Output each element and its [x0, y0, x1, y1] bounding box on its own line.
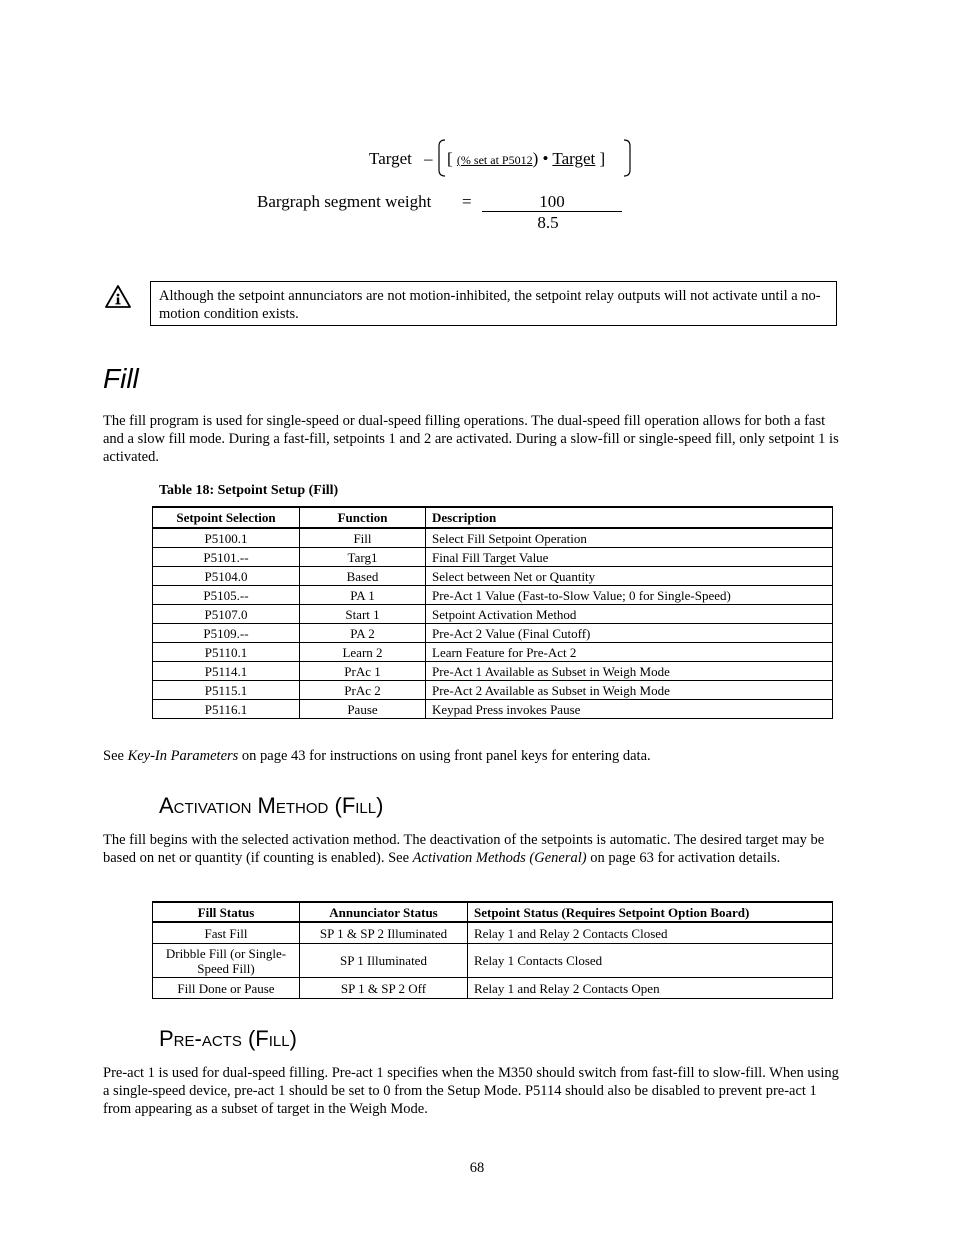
formula-inner	[447, 149, 605, 169]
see-prefix: See	[103, 748, 128, 764]
activation-methods-link[interactable]: Activation Methods (General)	[412, 850, 587, 866]
close-paren: )	[532, 149, 539, 168]
table-cell: SP 1 & SP 2 Off	[300, 978, 468, 999]
fill-status-table	[152, 901, 833, 999]
see-suffix: on page 43 for instructions on using front panel keys for entering data.	[238, 748, 651, 764]
note-box: Although the setpoint annunciators are not motion-inhibited, the setpoint relay outputs will not activate until a no-motion condition exists.	[150, 281, 837, 326]
table-cell: Dribble Fill (or Single-Speed Fill)	[153, 944, 300, 978]
table-caption: Table 18: Setpoint Setup (Fill)	[159, 483, 339, 498]
table-cell: Keypad Press invokes Pause	[426, 700, 833, 719]
table-cell: P5101.--	[153, 548, 300, 567]
table-row	[153, 922, 833, 944]
table-cell: PrAc 1	[300, 662, 426, 681]
table-row	[153, 624, 833, 643]
table-cell: Select Fill Setpoint Operation	[426, 528, 833, 548]
table-cell: Start 1	[300, 605, 426, 624]
table-cell: P5114.1	[153, 662, 300, 681]
table-cell: Learn Feature for Pre-Act 2	[426, 643, 833, 662]
activation-text-a: The fill begins with the selected activation method. The deactivation of the setpoints is automatic. The desired target may be based on net or quantity (if counting is enabled). See	[103, 832, 825, 866]
denominator: 8.5	[537, 213, 559, 232]
formula-dash: –	[424, 149, 433, 168]
table-cell: Pre-Act 2 Value (Final Cutoff)	[426, 624, 833, 643]
table-cell: Relay 1 and Relay 2 Contacts Closed	[468, 922, 833, 944]
table-cell: P5110.1	[153, 643, 300, 662]
table-cell: Relay 1 Contacts Closed	[468, 944, 833, 978]
table-cell: Relay 1 and Relay 2 Contacts Open	[468, 978, 833, 999]
table-cell: PA 1	[300, 586, 426, 605]
table-row	[153, 978, 833, 999]
bullet: •	[542, 149, 549, 168]
table-cell: Setpoint Activation Method	[426, 605, 833, 624]
table-cell: Final Fill Target Value	[426, 548, 833, 567]
table-cell: P5115.1	[153, 681, 300, 700]
column-header: Fill Status	[153, 902, 300, 922]
table-cell: Fast Fill	[153, 922, 300, 944]
table-cell: Based	[300, 567, 426, 586]
table-header-row	[153, 507, 833, 528]
column-header: Annunciator Status	[300, 902, 468, 922]
numerator: 100	[482, 192, 622, 212]
column-header: Setpoint Status (Requires Setpoint Option Board)	[468, 902, 833, 922]
table-row	[153, 643, 833, 662]
page-number: 68	[469, 1160, 485, 1176]
table-cell: P5100.1	[153, 528, 300, 548]
table-cell: SP 1 & SP 2 Illuminated	[300, 922, 468, 944]
table-header-row	[153, 902, 833, 922]
formula-target-label: Target	[369, 149, 412, 168]
table-cell: PA 2	[300, 624, 426, 643]
table-cell: PrAc 2	[300, 681, 426, 700]
table-row	[153, 548, 833, 567]
table-row	[153, 700, 833, 719]
table-row	[153, 681, 833, 700]
table-cell: P5105.--	[153, 586, 300, 605]
see-reference-line	[103, 747, 848, 765]
section-heading-activation: Activation Method (Fill)	[159, 793, 384, 818]
activation-paragraph	[103, 831, 848, 867]
info-warning-icon	[104, 284, 132, 310]
bracket-open: [	[447, 149, 453, 168]
table-cell: Fill Done or Pause	[153, 978, 300, 999]
column-header: Description	[426, 507, 833, 528]
target-inner: Target	[552, 149, 596, 168]
setpoint-setup-table	[152, 506, 833, 719]
table-cell: P5104.0	[153, 567, 300, 586]
table-cell: Pre-Act 2 Available as Subset in Weigh Mode	[426, 681, 833, 700]
preacts-paragraph: Pre-act 1 is used for dual-speed filling. Pre-act 1 specifies when the M350 should switch from fast-fill to slow-fill. When using a single-speed device, pre-act 1 should be set to 0 from the Setup Mode. P5114 should also be disabled to prevent pre-act 1 from appearing as a subset of target in the Weigh Mode.	[103, 1065, 839, 1117]
table-cell: Pause	[300, 700, 426, 719]
table-cell: P5107.0	[153, 605, 300, 624]
table-cell: Targ1	[300, 548, 426, 567]
table-cell: Pre-Act 1 Value (Fast-to-Slow Value; 0 for Single-Speed)	[426, 586, 833, 605]
table-cell: Select between Net or Quantity	[426, 567, 833, 586]
section-heading-fill: Fill	[103, 363, 139, 394]
bargraph-label: Bargraph segment weight	[257, 192, 432, 211]
pct-set-text: (% set at P5012	[456, 153, 533, 167]
table-row	[153, 528, 833, 548]
fill-intro-paragraph: The fill program is used for single-speed or dual-speed filling operations. The dual-speed fill operation allows for both a fast and a slow fill mode. During a fast-fill, setpoints 1 and 2 are activated. During a slow-fill or single-speed fill, only setpoint 1 is activated.	[103, 413, 839, 465]
table-row	[153, 586, 833, 605]
table-cell: P5109.--	[153, 624, 300, 643]
table-cell: P5116.1	[153, 700, 300, 719]
equals-sign: =	[462, 192, 472, 211]
table-cell: SP 1 Illuminated	[300, 944, 468, 978]
table-row	[153, 567, 833, 586]
column-header: Function	[300, 507, 426, 528]
table-cell: Fill	[300, 528, 426, 548]
activation-text-b: on page 63 for activation details.	[586, 850, 781, 866]
table-cell: Pre-Act 1 Available as Subset in Weigh Mode	[426, 662, 833, 681]
key-in-parameters-link[interactable]: Key-In Parameters	[127, 748, 239, 764]
table-row	[153, 944, 833, 978]
table-row	[153, 662, 833, 681]
section-heading-preacts: Pre-acts (Fill)	[159, 1026, 297, 1051]
table-cell: Learn 2	[300, 643, 426, 662]
table-row	[153, 605, 833, 624]
column-header: Setpoint Selection	[153, 507, 300, 528]
bracket-close: ]	[599, 149, 606, 168]
